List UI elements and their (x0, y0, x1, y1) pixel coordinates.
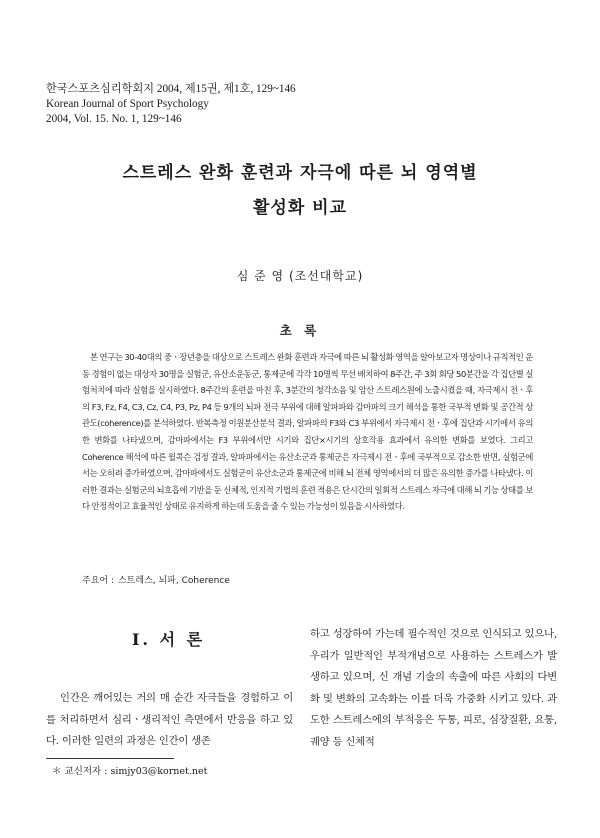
footnote-divider (46, 758, 174, 759)
journal-header-volume: 2004, Vol. 15. No. 1, 129~146 (46, 113, 182, 125)
keywords-value: 스트레스, 뇌파, Coherence (117, 576, 230, 586)
body-text-right-column: 하고 성장하여 가는데 필수적인 것으로 인식되고 있으나, 우리가 일반적인 부적개념으로 사용하는 스트레스가 발생하고 있으며, 신 개념 기술의 속출에 따른 사회의 다변화 및 변화의 고속화는 이를 더욱 가중화 시키고 있다. 과도한 스트레스에의 부적응은 두통, 피로, 심장질환, 요통, 궤양 등 신체적 (310, 628, 557, 748)
body-text-left-column: 인간은 깨어있는 거의 매 순간 자극들을 경험하고 이를 처리하면서 심리ㆍ생리적인 측면에서 반응을 하고 있다. 이러한 일련의 과정은 인간이 생존 (46, 692, 293, 748)
journal-header-english: Korean Journal of Sport Psychology (46, 98, 209, 110)
paper-title-line-2: 활성화 비교 (252, 198, 348, 218)
keywords (82, 573, 234, 586)
abstract-heading: 초 록 (279, 323, 321, 338)
journal-header (46, 82, 296, 127)
abstract-body: 본 연구는 30-40대의 중ㆍ장년층을 대상으로 스트레스 완화 훈련과 자극에 따른 뇌 활성화 영역을 알아보고자 명상이나 규칙적인 운동 경험이 없는 대상자 30명을 실험군, 유산소운동군, 통제군에 각각 10명씩 무선 배치하여 8주간, 주 3회 회당 50분간을 각 집단별 실험처치에 따라 실험을 실시하였다. 8주간의 훈련을 마친 후, 3분간의 청각소음 및 암산 스트레스원에 노출시켰을 때, 자극제시 전ㆍ후의 F3, Fz, F4, C3, Cz, C4, P3, Pz, P4 등 9개의 뇌파 전극 부위에 대해 알파파와 감마파의 크기 해석을 통한 국부적 변화 및 공간적 상관도(coherence)를 분석하였다. 반복측정 이원분산분석 결과, 알파파의 F3와 C3 부위에서 자극제시 전ㆍ후에 집단과 시기에서 유의한 변화를 나타냈으며, 감마파에서는 F3 부위에서만 시기와 집단×시기의 상호작용 효과에서 유의한 변화를 보였다. 그리고 Coherence 해석에 따른 윌콕슨 검정 결과, 알파파에서는 유산소군과 통제군은 자극제시 전ㆍ후에 국부적으로 감소한 반면, 실험군에서는 오히려 증가하였으며, 감마파에서도 실험군이 유산소군과 통제군에 비해 뇌 전체 영역에서의 더 많은 유의한 증가를 나타냈다. 이러한 결과는 실험군의 뇌호흡에 기반을 둔 신체적, 인지적 기법의 훈련 적용은 단시간의 일회적 스트레스 자극에 대해 뇌 기능 상태를 보다 안정적이고 효율적인 상태로 유지하게 하는데 도움을 줄 수 있는 가능성이 있음을 시사하였다. (82, 352, 533, 512)
section-heading-introduction: I. 서 론 (131, 630, 206, 649)
author-affiliation: 심 준 영 (조선대학교) (236, 269, 364, 283)
keywords-label: 주요어 : (82, 576, 114, 586)
paper-title-line-1: 스트레스 완화 훈련과 자극에 따른 뇌 영역별 (122, 163, 478, 183)
corresponding-author-footnote: ＊ 교신저자 : simjy03@kornet.net (52, 766, 208, 777)
journal-header-korean: 한국스포츠심리학회지 2004, 제15권, 제1호, 129~146 (46, 83, 296, 95)
